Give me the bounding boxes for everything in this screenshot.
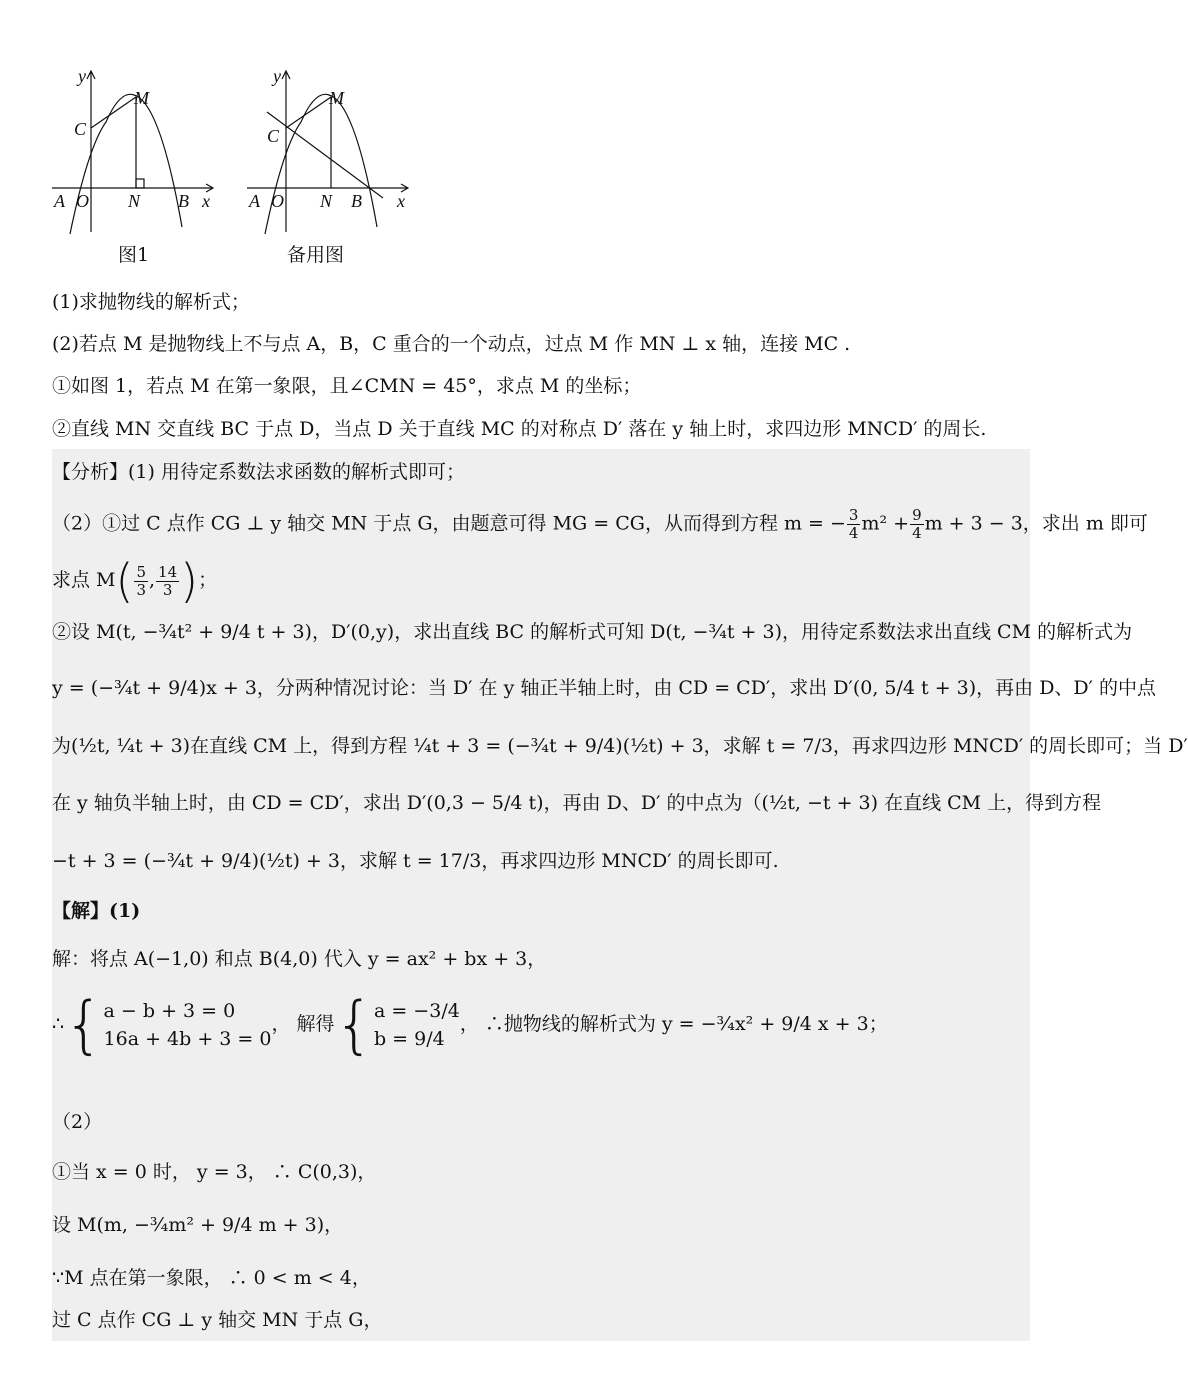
value-a: a = −3/4 — [373, 1000, 460, 1022]
fig1-label-o: O — [76, 191, 89, 211]
analysis-line-7: 在 y 轴负半轴上时，由 CD = CD′，求出 D′(0,3 − 5/4 t)，再由 D、D′ 的中点为（(½t, −t + 3) 在直线 CM 上，得到方程 — [52, 792, 1102, 814]
figure-2 — [243, 62, 418, 237]
analysis-line-3-b: ； — [198, 569, 218, 591]
fig2-label-n: N — [320, 191, 333, 211]
analysis-line-8: −t + 3 = (−¾t + 9/4)(½t) + 3，求解 t = 17/3，再求四边形 MNCD′ 的周长即可. — [52, 850, 779, 872]
analysis-line-1: 【分析】(1) 用待定系数法求函数的解析式即可； — [52, 461, 465, 483]
system-equation-2: 16a + 4b + 3 = 0 — [103, 1028, 272, 1050]
fig2-label-y: y — [273, 66, 281, 86]
question-2-part-2: ②直线 MN 交直线 BC 于点 D，当点 D 关于直线 MC 的对称点 D′ 落在 y 轴上时，求四边形 MNCD′ 的周长. — [52, 418, 987, 440]
solution-line-4: 设 M(m, −¾m² + 9/4 m + 3)， — [52, 1214, 344, 1236]
fig1-label-m: M — [134, 88, 149, 108]
fraction-9-4: $\frac{9}{4}$ — [912, 506, 922, 542]
analysis-line-5: y = (−¾t + 9/4)x + 3，分两种情况讨论：当 D′ 在 y 轴正半轴上时，由 CD = CD′，求出 D′(0, 5/4 t + 3)，再由 D、D′ 的中点 — [52, 677, 1157, 699]
system-equation-1: a − b + 3 = 0 — [103, 1000, 236, 1022]
figure-2-graph — [243, 62, 418, 237]
fig2-label-m: M — [329, 88, 344, 108]
solution-heading-1: 【解】(1) — [52, 900, 141, 922]
value-b: b = 9/4 — [373, 1028, 445, 1050]
analysis-line-2-a: （2）①过 C 点作 CG ⊥ y 轴交 MN 于点 G，由题意可得 MG = CG，从而得到方程 m = − — [52, 512, 846, 535]
fig1-label-a: A — [54, 191, 65, 211]
analysis-line-2-b: m² + — [861, 512, 910, 535]
answer-panel — [52, 449, 1188, 1341]
analysis-line-4: ②设 M(t, −¾t² + 9/4 t + 3)，D′(0,y)，求出直线 BC 的解析式可知 D(t, −¾t + 3)，用待定系数法求出直线 CM 的解析式为 — [52, 621, 1133, 643]
question-2-part-1: ①如图 1，若点 M 在第一象限，且∠CMN = 45°，求点 M 的坐标； — [52, 375, 642, 397]
fig1-label-y: y — [78, 66, 86, 86]
figure-1-graph — [48, 62, 223, 237]
solution-line-6: 过 C 点作 CG ⊥ y 轴交 MN 于点 G， — [52, 1309, 383, 1331]
analysis-line-2-c: m + 3 − 3，求出 m 即可 — [924, 512, 1148, 535]
fig2-label-o: O — [271, 191, 284, 211]
solution-line-5: ∵M 点在第一象限， ∴ 0 < m < 4， — [52, 1267, 371, 1289]
question-1: (1)求抛物线的解析式； — [52, 291, 250, 313]
fig2-label-c: C — [267, 126, 280, 146]
solution-line-3: ①当 x = 0 时， y = 3， ∴ C(0,3)， — [52, 1161, 377, 1183]
fraction-3-4: $\frac{3}{4}$ — [848, 506, 859, 542]
analysis-line-6: 为(½t, ¼t + 3)在直线 CM 上，得到方程 ¼t + 3 = (−¾t + 9/4)(½t) + 3，求解 t = 7/3，再求四边形 MNCD′ 的周长即可；当 D′ — [52, 735, 1188, 757]
fig1-label-c: C — [74, 119, 87, 139]
fig2-label-b: B — [351, 191, 362, 211]
equation-system — [104, 997, 272, 1053]
fig1-label-x: x — [202, 191, 210, 211]
solution-line-1: 解：将点 A(−1,0) 和点 B(4,0) 代入 y = ax² + bx + 3， — [52, 948, 547, 970]
solution-parabola-result: ， ∴抛物线的解析式为 y = −¾x² + 9/4 x + 3； — [459, 1013, 888, 1035]
fraction-5-3: $\frac{5}{3}$ — [136, 562, 146, 599]
analysis-line-3: 求点 M( $\frac{5}{3}$ , $\frac{14}{3}$ )； — [52, 554, 218, 608]
analysis-line-3-a: 求点 M — [52, 569, 116, 591]
fig1-label-n: N — [128, 191, 141, 211]
solution-values — [374, 997, 460, 1053]
question-2: (2)若点 M 是抛物线上不与点 A，B，C 重合的一个动点，过点 M 作 MN ⊥ x 轴，连接 MC . — [52, 333, 851, 355]
analysis-line-2 — [52, 507, 1148, 542]
figure-1 — [48, 62, 223, 237]
fig2-label-x: x — [397, 191, 405, 211]
figure-1-caption: 图1 — [118, 244, 150, 266]
fig1-label-b: B — [178, 191, 189, 211]
fraction-14-3: $\frac{14}{3}$ — [158, 562, 178, 599]
solution-heading-2: （2） — [52, 1111, 103, 1133]
solution-solve-text: ， 解得 — [271, 1013, 335, 1035]
figure-2-caption: 备用图 — [287, 244, 345, 266]
solution-system: ∴{ a − b + 3 = 0 16a + 4b + 3 = 0 ， 解得{ a = −3/4 b = 9/4 ， ∴抛物线的解析式为 y = −¾x² + 9/4 x + 3； — [52, 988, 888, 1061]
fig2-label-a: A — [249, 191, 260, 211]
